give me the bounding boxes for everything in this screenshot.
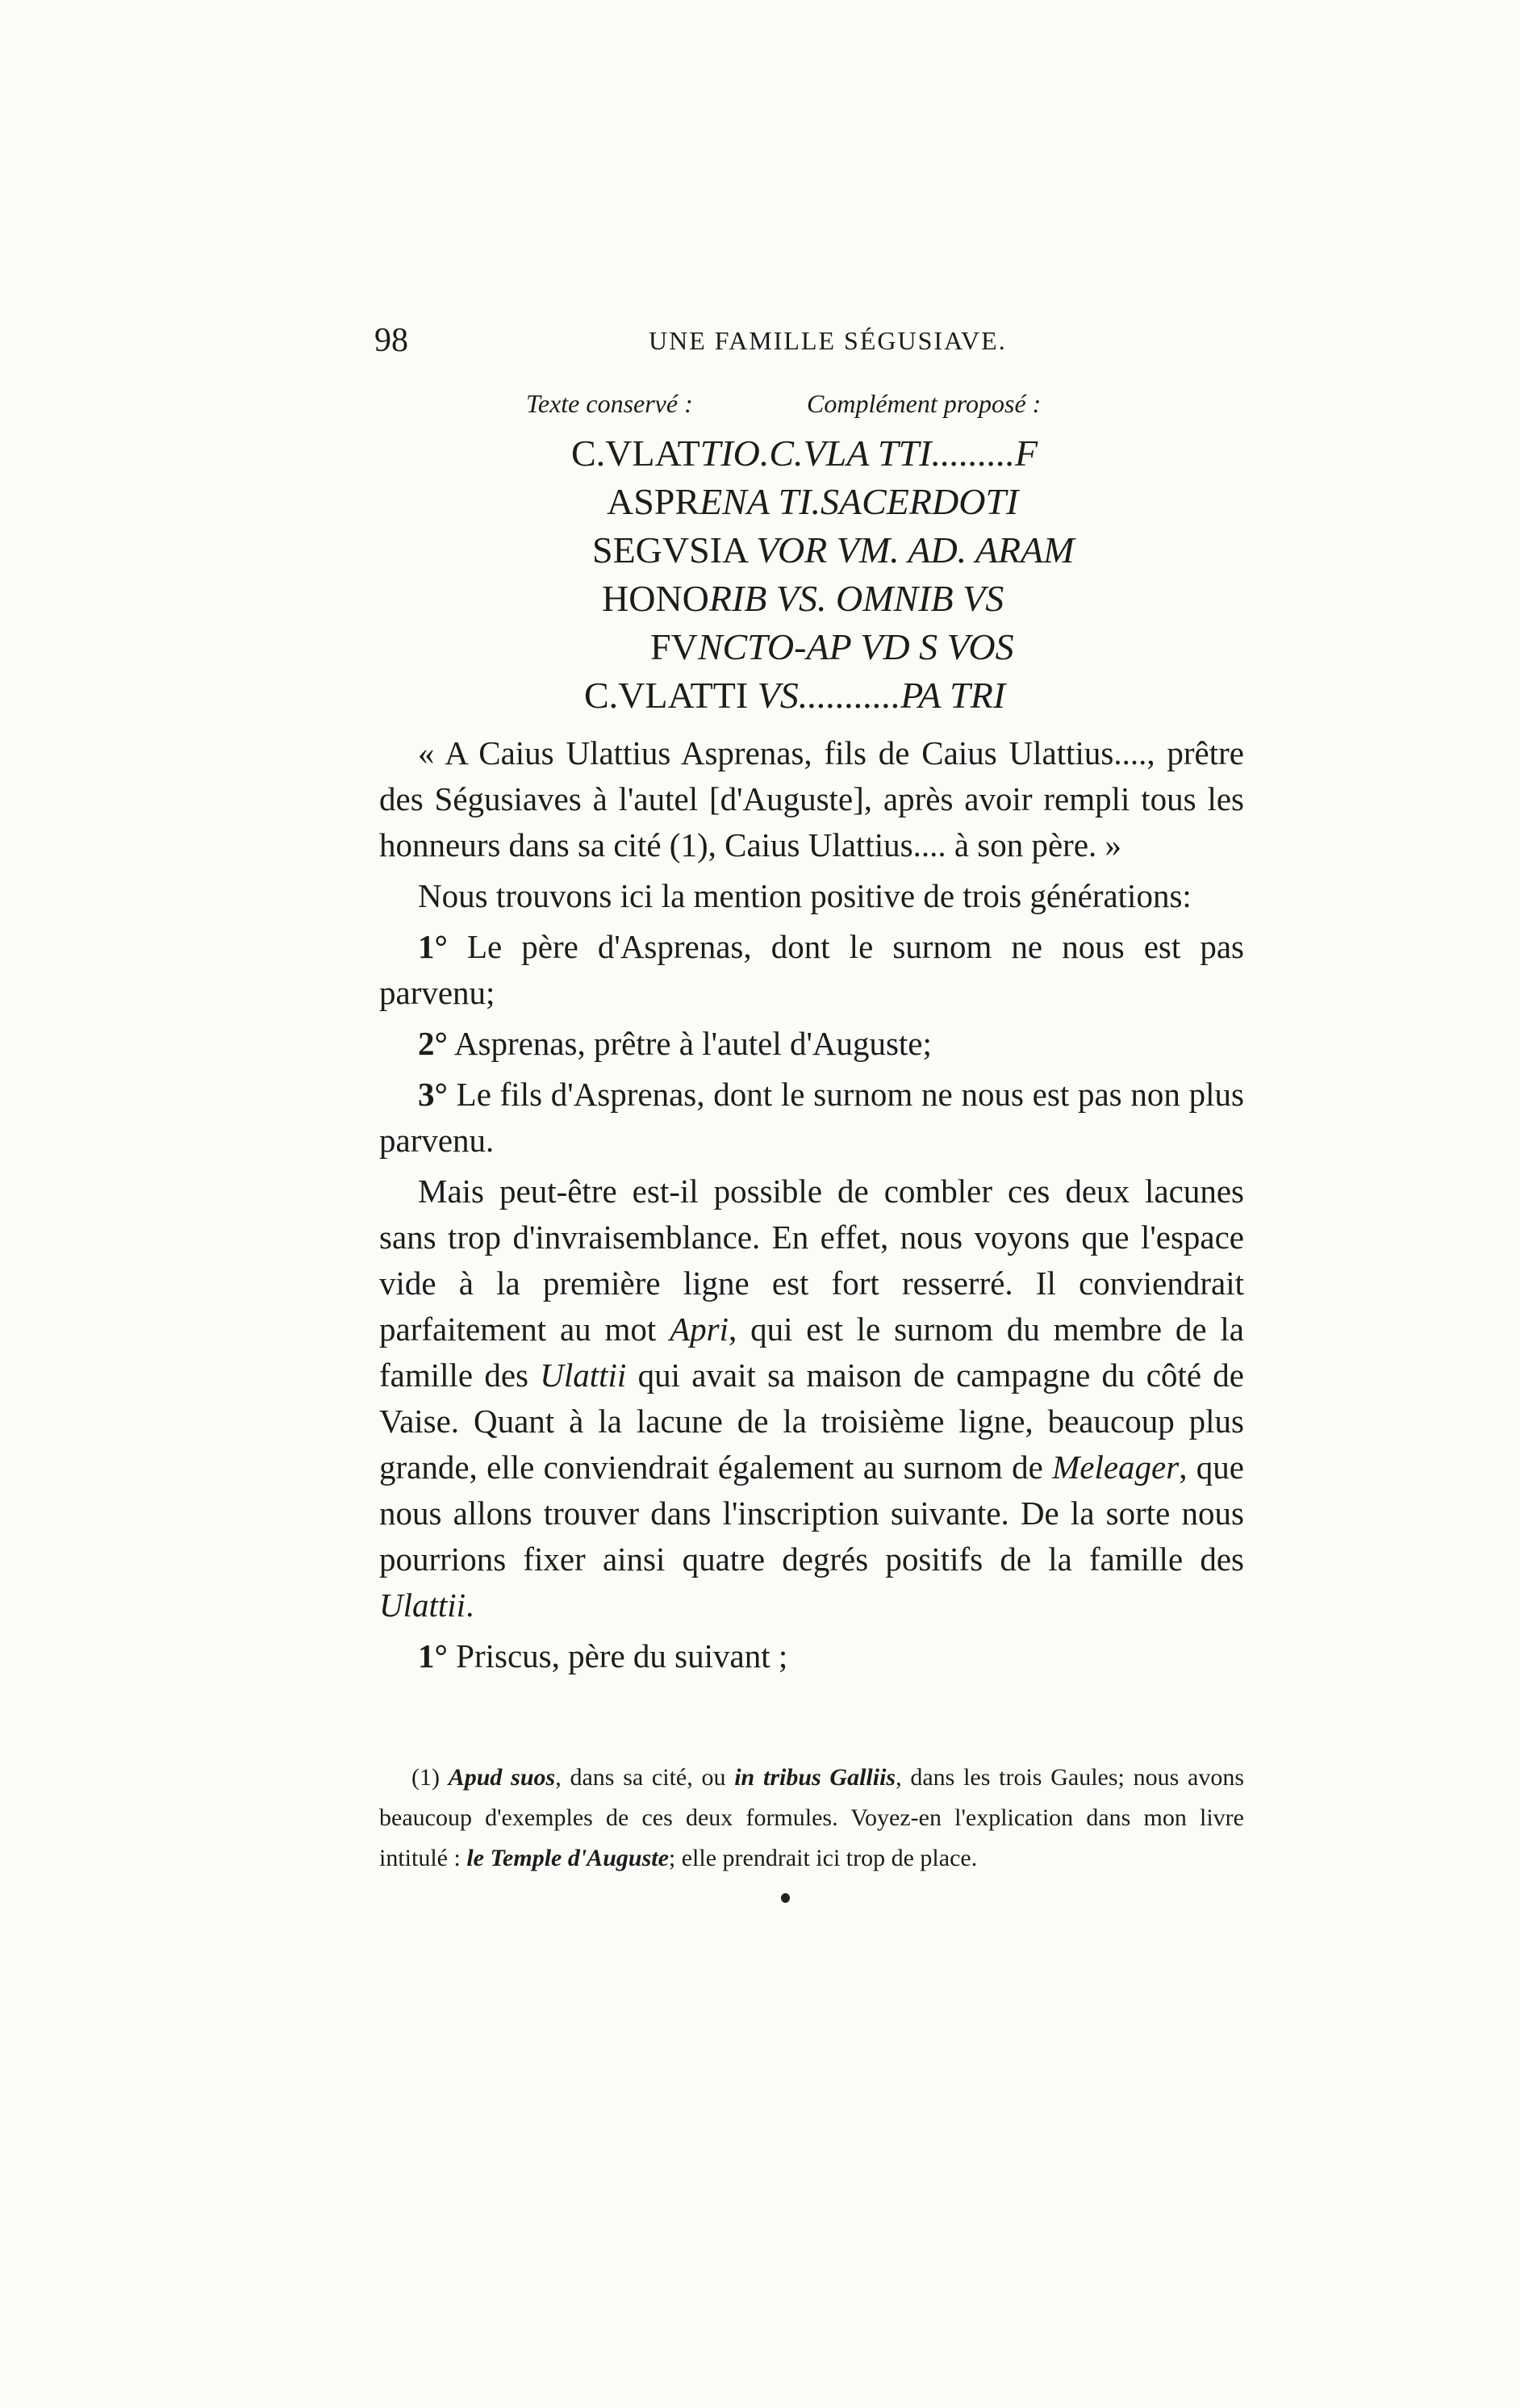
italic-term: Meleager [1052, 1449, 1180, 1486]
list-item [379, 1633, 1244, 1679]
inscription-line [650, 623, 1014, 671]
item-text: Priscus, père du suivant ; [447, 1637, 788, 1674]
label-preserved-text: Texte conservé : [526, 389, 693, 418]
inscription-line [592, 526, 1074, 575]
item-text: Le fils d'Asprenas, dont le surnom ne nous est pas non plus parvenu. [379, 1076, 1244, 1159]
text-run: , dans sa cité, ou [555, 1764, 735, 1791]
item-number: 2° [418, 1025, 448, 1062]
ink-dot [781, 1893, 790, 1903]
proposed-complement: ENA TI.SACERDOTI [699, 481, 1019, 522]
proposed-complement: VS...........PA TRI [757, 675, 1006, 716]
translation-paragraph: « A Caius Ulattius Asprenas, fils de Caius Ulattius...., prêtre des Ségusiaves à l'autel [d'Auguste], après avoir rempli tous les honneurs dans sa cité (1), Caius Ulattius.... à son père. » [379, 734, 1244, 863]
preserved-text: C.VLAT [571, 433, 700, 474]
italic-term: in tribus Galliis [734, 1764, 896, 1791]
footnote-text [379, 1758, 1244, 1879]
item-number: 1° [418, 1637, 448, 1674]
proposed-complement: NCTO-AP VD S VOS [697, 626, 1014, 667]
italic-term: Ulattii [379, 1587, 466, 1624]
inscription-line [571, 429, 1038, 478]
inscription-line [602, 575, 1004, 623]
item-number: 1° [418, 928, 448, 965]
proposed-complement: RIB VS. OMNIB VS [708, 578, 1004, 619]
proposed-complement: TIO.C.VLA TTI.........F [699, 433, 1038, 474]
text-run: Mais peut-être est-il possible de combler ces deux lacunes sans trop d'invraisemblance. En effet, nous voyons que l'espace vide à la première ligne est fort resserré. Il conviendrait parfaitement au mot [379, 1173, 1244, 1348]
preserved-text: SEGVSIA [592, 529, 757, 571]
list-item [379, 1021, 1244, 1067]
text-run: , dans les trois Gaules; nous avons beaucoup d'exemples de ces deux formules. Voyez-en l'explication dans mon livre intitulé : [379, 1764, 1245, 1871]
italic-term: le Temple d'Auguste [466, 1845, 669, 1871]
text-run: . [466, 1587, 474, 1624]
list-item [379, 1072, 1244, 1164]
italic-term: Apri [670, 1311, 729, 1348]
list-item [379, 924, 1244, 1016]
text-run: qui avait sa maison de campagne du côté de Vaise. Quant à la lacune de la troisième ligne, beaucoup plus grande, elle conviendrait également au surnom de [379, 1357, 1244, 1486]
footnote [379, 1758, 1244, 1879]
inscription-line [584, 671, 1005, 720]
paragraph: Nous trouvons ici la mention positive de trois générations: [418, 877, 1192, 914]
running-title: UNE FAMILLE SÉGUSIAVE. [649, 326, 1007, 355]
paragraph [379, 1168, 1244, 1628]
text-run: , que nous allons trouver dans l'inscription suivante. De la sorte nous pourrions fixer ainsi quatre degrés positifs de la famille des [379, 1449, 1244, 1578]
text-run: ; elle prendrait ici trop de place. [668, 1845, 978, 1871]
preserved-text: ASPR [607, 481, 700, 522]
body-text [379, 730, 1244, 1684]
italic-term: Apud suos [448, 1764, 556, 1791]
preserved-text: FV [650, 626, 698, 667]
text-run: (1) [411, 1764, 449, 1791]
label-proposed-complement: Complément proposé : [807, 389, 1042, 418]
preserved-text: HONO [602, 578, 709, 619]
item-text: Le père d'Asprenas, dont le surnom ne nous est pas parvenu; [379, 928, 1244, 1011]
preserved-text: C.VLATTI [584, 675, 758, 716]
item-number: 3° [418, 1076, 448, 1113]
page-number: 98 [374, 322, 408, 359]
item-text: Asprenas, prêtre à l'autel d'Auguste; [447, 1025, 932, 1062]
italic-term: Ulattii [540, 1357, 627, 1394]
text-run: , qui est le surnom du membre de la famille des [379, 1311, 1244, 1394]
inscription-line [607, 478, 1018, 526]
proposed-complement: VOR VM. AD. ARAM [756, 529, 1075, 571]
